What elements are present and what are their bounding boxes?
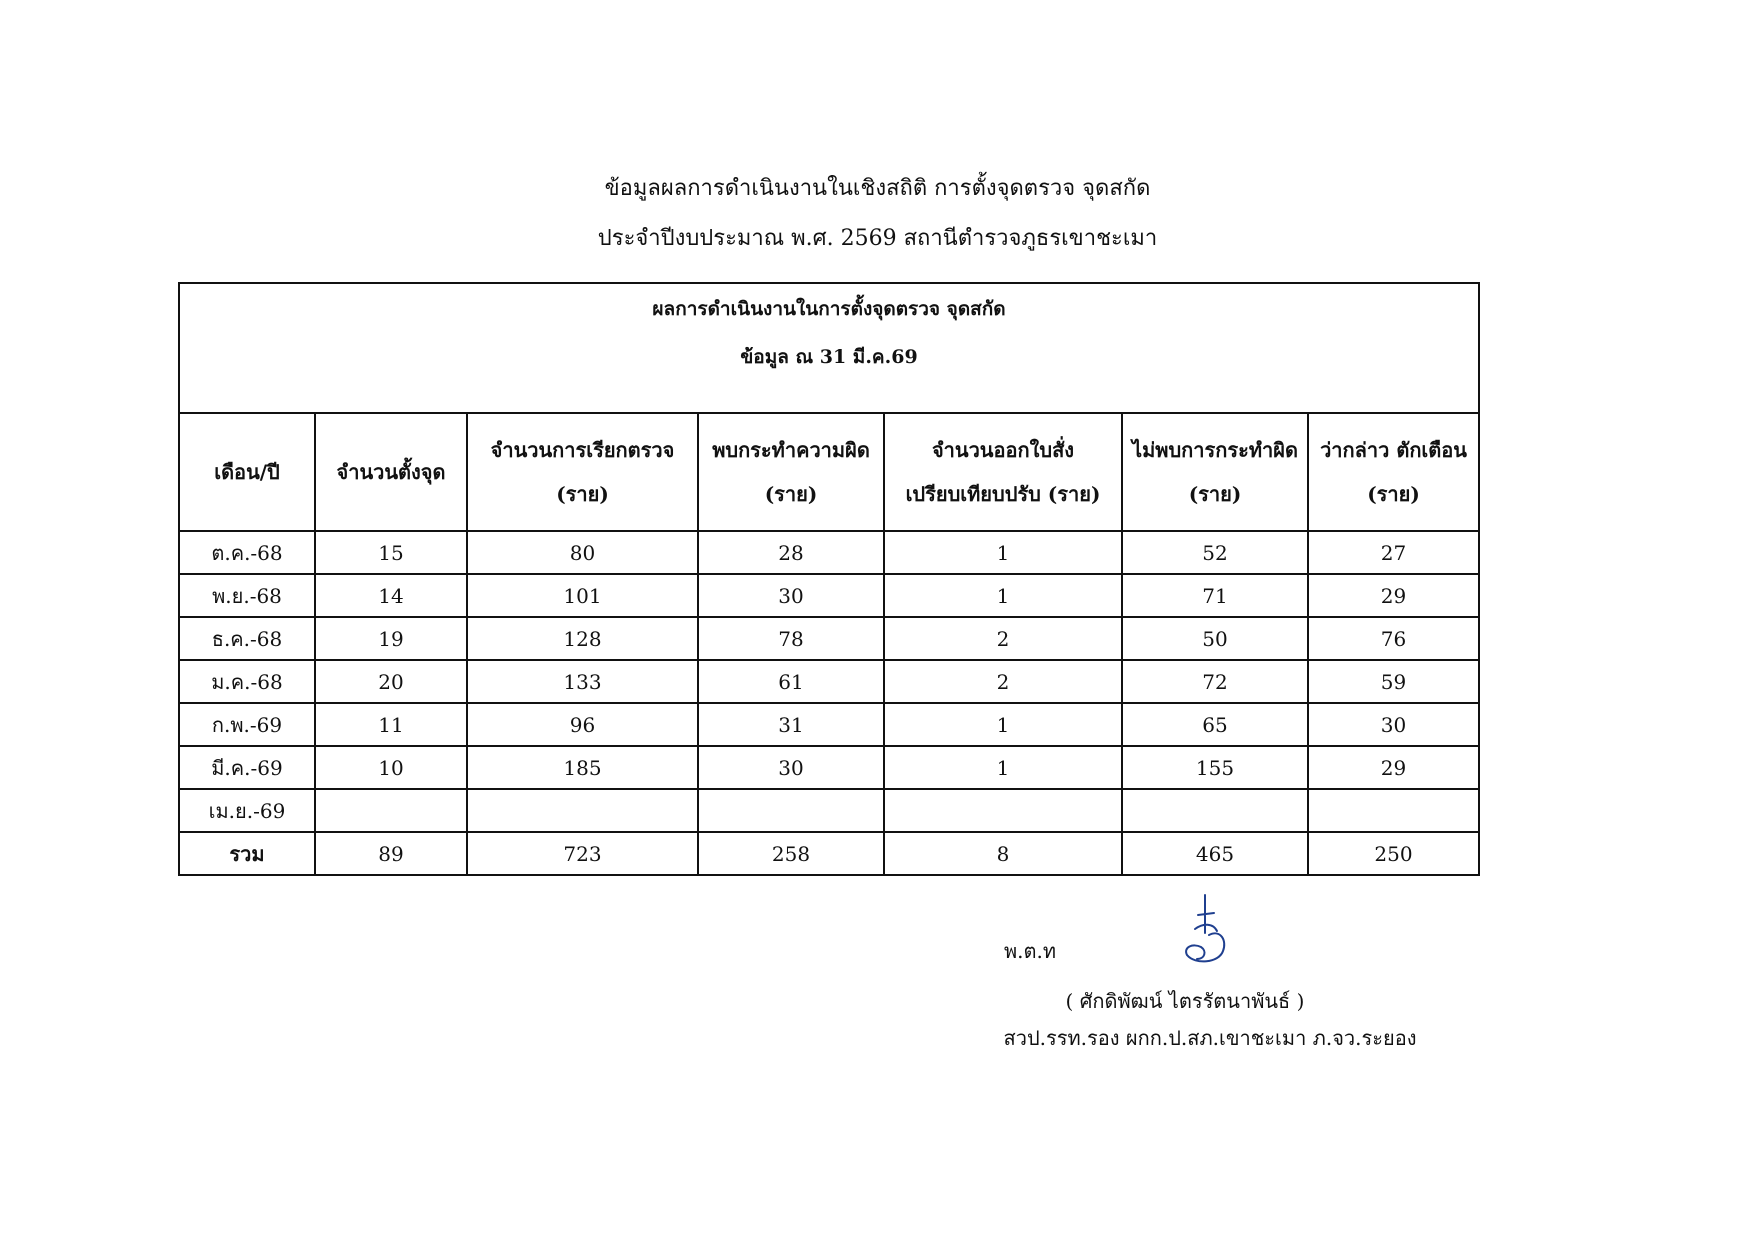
cell-month: มี.ค.-69: [179, 746, 315, 789]
column-header-warnings: ว่ากล่าว ตักเตือน (ราย): [1308, 413, 1479, 531]
cell-warnings: 30: [1308, 703, 1479, 746]
cell-checkpoints: 10: [315, 746, 467, 789]
stats-table: [178, 282, 1480, 876]
signer-position: สวป.รรท.รอง ผกก.ป.สภ.เขาชะเมา ภ.จว.ระยอง: [1003, 1026, 1417, 1050]
cell-checkpoints: 19: [315, 617, 467, 660]
cell-month: ธ.ค.-68: [179, 617, 315, 660]
signer-name: ( ศักดิพัฒน์ ไตรรัตนาพันธ์ ): [1065, 989, 1305, 1013]
cell-no-offense: 50: [1122, 617, 1308, 660]
cell-no-offense: 155: [1122, 746, 1308, 789]
cell-month: ต.ค.-68: [179, 531, 315, 574]
cell-checkpoints: 14: [315, 574, 467, 617]
cell-offenses: 30: [698, 746, 884, 789]
cell-month: เม.ย.-69: [179, 789, 315, 832]
total-warnings: 250: [1308, 832, 1479, 875]
cell-warnings: 29: [1308, 574, 1479, 617]
cell-offenses: 31: [698, 703, 884, 746]
cell-stops: [467, 789, 698, 832]
cell-stops: 101: [467, 574, 698, 617]
column-header-row: [179, 413, 1479, 531]
cell-no-offense: 71: [1122, 574, 1308, 617]
cell-warnings: 76: [1308, 617, 1479, 660]
cell-stops: 96: [467, 703, 698, 746]
cell-offenses: 78: [698, 617, 884, 660]
column-header-offenses: พบกระทำความผิด (ราย): [698, 413, 884, 531]
cell-warnings: 29: [1308, 746, 1479, 789]
cell-stops: 133: [467, 660, 698, 703]
cell-tickets: 1: [884, 574, 1122, 617]
cell-stops: 80: [467, 531, 698, 574]
table-row: [179, 531, 1479, 574]
header-line-2: ประจำปีงบประมาณ พ.ศ. 2569 สถานีตำรวจภูธรเขาชะเมา: [597, 226, 1158, 251]
table-row: [179, 789, 1479, 832]
cell-no-offense: 52: [1122, 531, 1308, 574]
total-label: รวม: [179, 832, 315, 875]
total-offenses: 258: [698, 832, 884, 875]
total-stops: 723: [467, 832, 698, 875]
header-line-1: ข้อมูลผลการดำเนินงานในเชิงสถิติ การตั้งจุดตรวจ จุดสกัด: [604, 176, 1151, 201]
cell-month: ก.พ.-69: [179, 703, 315, 746]
table-title-cell: [179, 283, 1479, 413]
column-header-checkpoints: จำนวนตั้งจุด: [315, 413, 467, 531]
cell-tickets: 1: [884, 531, 1122, 574]
cell-offenses: 61: [698, 660, 884, 703]
cell-warnings: 59: [1308, 660, 1479, 703]
total-row: [179, 832, 1479, 875]
cell-no-offense: 72: [1122, 660, 1308, 703]
cell-tickets: 1: [884, 746, 1122, 789]
cell-checkpoints: 20: [315, 660, 467, 703]
cell-tickets: [884, 789, 1122, 832]
cell-tickets: 1: [884, 703, 1122, 746]
total-tickets: 8: [884, 832, 1122, 875]
cell-month: พ.ย.-68: [179, 574, 315, 617]
cell-checkpoints: [315, 789, 467, 832]
column-header-tickets: จำนวนออกใบสั่ง เปรียบเทียบปรับ (ราย): [884, 413, 1122, 531]
signer-rank: พ.ต.ท: [1004, 939, 1057, 963]
cell-checkpoints: 15: [315, 531, 467, 574]
cell-checkpoints: 11: [315, 703, 467, 746]
cell-stops: 185: [467, 746, 698, 789]
cell-no-offense: 65: [1122, 703, 1308, 746]
table-row: [179, 703, 1479, 746]
cell-tickets: 2: [884, 617, 1122, 660]
column-header-stops: จำนวนการเรียกตรวจ (ราย): [467, 413, 698, 531]
table-title: ผลการดำเนินงานในการตั้งจุดตรวจ จุดสกัด: [652, 298, 1006, 320]
cell-no-offense: [1122, 789, 1308, 832]
table-row: [179, 746, 1479, 789]
table-subtitle: ข้อมูล ณ 31 มี.ค.69: [740, 346, 918, 368]
cell-warnings: 27: [1308, 531, 1479, 574]
cell-stops: 128: [467, 617, 698, 660]
table-row: [179, 660, 1479, 703]
column-header-month: เดือน/ปี: [179, 413, 315, 531]
cell-month: ม.ค.-68: [179, 660, 315, 703]
total-checkpoints: 89: [315, 832, 467, 875]
handwritten-signature: [1165, 893, 1245, 973]
cell-tickets: 2: [884, 660, 1122, 703]
table-row: [179, 617, 1479, 660]
cell-offenses: 30: [698, 574, 884, 617]
cell-offenses: 28: [698, 531, 884, 574]
cell-offenses: [698, 789, 884, 832]
cell-warnings: [1308, 789, 1479, 832]
total-no-offense: 465: [1122, 832, 1308, 875]
column-header-no-offense: ไม่พบการกระทำผิด (ราย): [1122, 413, 1308, 531]
table-row: [179, 574, 1479, 617]
